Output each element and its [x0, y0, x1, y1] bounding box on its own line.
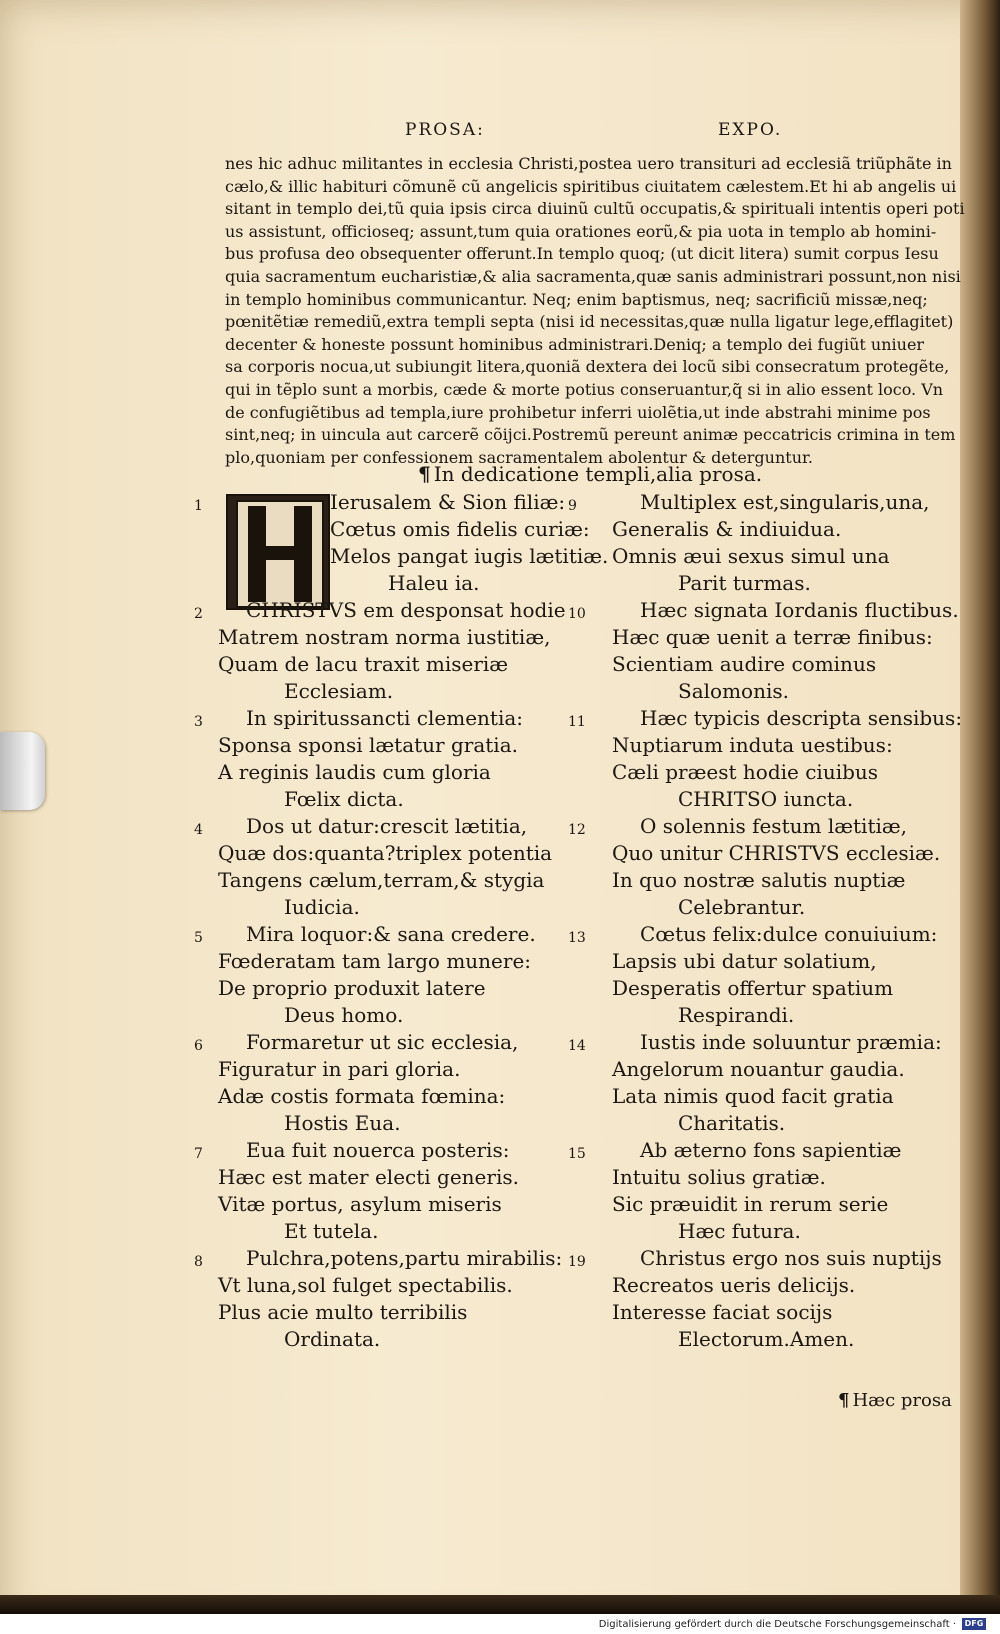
verse-line: Mira loquor:& sana credere.	[246, 922, 536, 946]
verse-line: Hæc signata Iordanis fluctibus.	[640, 598, 959, 622]
verse-line: Salomonis.	[678, 679, 789, 703]
verse-line: Figuratur in pari gloria.	[218, 1057, 461, 1081]
verse-line: Christus ergo nos suis nuptijs	[640, 1246, 942, 1270]
stanza	[568, 597, 972, 705]
verse-line: Multiplex est,singularis,una,	[640, 490, 930, 514]
verse-line: Interesse faciat socijs	[612, 1300, 833, 1324]
stanza-number: 14	[568, 1038, 586, 1054]
commentary-line: sa corporis nocua,ut subiungit litera,quoniã dextera dei locũ sibi consecratum protegẽte,	[225, 357, 950, 377]
verse-line: Iudicia.	[284, 895, 360, 919]
verse-line: Plus acie multo terribilis	[218, 1300, 468, 1324]
commentary-line: us assistunt, officioseq; assunt,tum quia orationes eorũ,& pia uota in templo ab homini-	[225, 221, 937, 241]
verse-line: Cœtus omis fidelis curiæ:	[330, 517, 590, 541]
verse-line: Ordinata.	[284, 1327, 381, 1351]
verse-line: De proprio produxit latere	[218, 976, 486, 1000]
verse-line: Hæc quæ uenit a terræ finibus:	[612, 625, 933, 649]
stanza	[194, 489, 609, 597]
verse-line: A reginis laudis cum gloria	[218, 760, 491, 784]
stanza-number: 8	[194, 1254, 203, 1270]
commentary-text	[225, 153, 965, 469]
verse-line: CHRISTVS em desponsat hodie	[246, 598, 566, 622]
stanza-number: 12	[568, 822, 586, 838]
verse-line: Et tutela.	[284, 1219, 379, 1243]
right-column	[568, 489, 972, 1353]
verse-line: Tangens cælum,terram,& stygia	[218, 868, 545, 892]
running-header-left: PROSA:	[405, 120, 485, 140]
stanza-number: 13	[568, 930, 586, 946]
verse-line: Quæ dos:quanta?triplex potentia	[218, 841, 553, 865]
commentary-line: sint,neq; in uincula aut carcerẽ cõijci.Postremũ pereunt animæ peccatricis crimina in tem	[225, 425, 956, 445]
verse-line: Quo unitur CHRISTVS ecclesiæ.	[612, 841, 941, 865]
commentary-line: qui in tẽplo sunt a morbis, cæde & morte potius conseruantur,q̃ si in alio essent loco. Vn	[225, 379, 944, 399]
verse-line: In spiritussancti clementia:	[246, 706, 524, 730]
verse-line: Vitæ portus, asylum miseris	[218, 1192, 502, 1216]
verse-line: Matrem nostram norma iustitiæ,	[218, 625, 551, 649]
verse-line: Desperatis offertur spatium	[612, 976, 894, 1000]
paper-clip-tab	[0, 732, 45, 810]
verse-line: Quam de lacu traxit miseriæ	[218, 652, 509, 676]
closing-note	[838, 1390, 952, 1411]
book-edge-bottom	[0, 1595, 1000, 1615]
commentary-line: nes hic adhuc militantes in ecclesia Christi,postea uero transituri ad ecclesiã triũphãte in	[225, 154, 952, 173]
stanza	[194, 813, 588, 921]
stanza-number: 3	[194, 714, 203, 730]
stanza	[194, 1245, 588, 1353]
section-title	[418, 462, 762, 486]
verse-line: Hæc typicis descripta sensibus:	[640, 706, 963, 730]
verse-line: Iustis inde soluuntur præmia:	[640, 1030, 942, 1054]
left-column	[194, 489, 609, 1353]
stanza	[568, 813, 972, 921]
verse-line: Ierusalem & Sion filiæ:	[330, 490, 566, 514]
verse-line: Nuptiarum induta uestibus:	[612, 733, 893, 757]
stanza-number: 1	[194, 498, 203, 514]
pilcrow-icon: ¶	[418, 462, 431, 486]
verse-line: Intuitu solius gratiæ.	[612, 1165, 826, 1189]
verse-line: Electorum.Amen.	[678, 1327, 855, 1351]
stanza-number: 4	[194, 822, 203, 838]
verse-line: Formaretur ut sic ecclesia,	[246, 1030, 519, 1054]
verse-line: Generalis & indiuidua.	[612, 517, 842, 541]
verse-line: Fœderatam tam largo munere:	[218, 949, 532, 973]
stanza	[194, 1029, 588, 1137]
digitization-footer	[0, 1614, 1000, 1634]
verse-line: Adæ costis formata fœmina:	[218, 1084, 506, 1108]
commentary-line: quia sacramentum eucharistiæ,& alia sacramenta,quæ sanis administrari possunt,non nisi	[225, 266, 961, 286]
stanza-number: 9	[568, 498, 577, 514]
verse-line: CHRITSO iuncta.	[678, 787, 854, 811]
verse-line: In quo nostræ salutis nuptiæ	[612, 868, 906, 892]
verse-line: Respirandi.	[678, 1003, 795, 1027]
stanza-number: 2	[194, 606, 203, 622]
stanza	[194, 705, 588, 813]
closing-note-text: Hæc prosa	[852, 1390, 952, 1411]
verse-line: Hæc futura.	[678, 1219, 801, 1243]
verse-line: Parit turmas.	[678, 571, 811, 595]
verse-line: Melos pangat iugis lætitiæ.	[330, 544, 609, 568]
stanza	[194, 1137, 588, 1245]
commentary-line: decenter & honeste possunt hominibus administrari.Deniq; a templo dei fugiũt uniuer	[225, 334, 925, 354]
verse-line: Cœtus felix:dulce conuiuium:	[640, 922, 938, 946]
commentary-line: bus profusa deo obsequenter offerunt.In templo quoq; (ut dicit litera) sumit corpus Iesu	[225, 244, 939, 264]
stanza	[568, 1245, 972, 1353]
verse-line: Celebrantur.	[678, 895, 806, 919]
stanza	[194, 597, 588, 705]
stanza	[568, 705, 972, 813]
running-header-right: EXPO.	[718, 120, 783, 140]
verse-line: Fœlix dicta.	[284, 787, 404, 811]
stanza-number: 15	[568, 1146, 586, 1162]
commentary-line: sitant in templo dei,tũ quia ipsis circa diuinũ cultũ occupatis,& spirituali intentis operi poti	[225, 199, 965, 219]
commentary-line: plo,quoniam per confessionem sacramentalem abolentur & deterguntur.	[225, 447, 813, 467]
verse-line: Deus homo.	[284, 1003, 404, 1027]
commentary-line: pœnitẽtiæ remediũ,extra templi septa (nisi id necessitas,quæ nulla ligatur lege,efflagitet)	[225, 312, 954, 332]
verse-line: Sic præuidit in rerum serie	[612, 1192, 889, 1216]
verse-line: Ecclesiam.	[284, 679, 394, 703]
verse-line: Charitatis.	[678, 1111, 786, 1135]
stanza	[568, 921, 972, 1029]
verse-line: Angelorum nouantur gaudia.	[612, 1057, 905, 1081]
verse-line: O solennis festum lætitiæ,	[640, 814, 908, 838]
verse-line: Sponsa sponsi lætatur gratia.	[218, 733, 518, 757]
verse-line: Lapsis ubi datur solatium,	[612, 949, 877, 973]
verse-line: Scientiam audire cominus	[612, 652, 877, 676]
verse-line: Vt luna,sol fulget spectabilis.	[218, 1273, 513, 1297]
verse-line: Eua fuit nouerca posteris:	[246, 1138, 510, 1162]
stanza-number: 19	[568, 1254, 586, 1270]
pilcrow-icon: ¶	[838, 1390, 850, 1411]
commentary-line: cælo,& illic habituri cõmunẽ cũ angelicis spiritibus ciuitatem cælestem.Et hi ab angelis ui	[225, 176, 957, 196]
verse-line: Lata nimis quod facit gratia	[612, 1084, 894, 1108]
stanza-number: 5	[194, 930, 203, 946]
dfg-logo-icon: DFG	[962, 1618, 986, 1630]
stanza	[568, 1029, 972, 1137]
stanza-number: 10	[568, 606, 586, 622]
stanza-number: 7	[194, 1146, 203, 1162]
commentary-line: in templo hominibus communicantur. Neq; enim baptismus, neq; sacrificiũ missæ,neq;	[225, 289, 928, 309]
stanza	[568, 1137, 972, 1245]
verse-line: Recreatos ueris delicijs.	[612, 1273, 856, 1297]
stanza-number: 11	[568, 714, 586, 730]
stanza	[194, 921, 588, 1029]
verse-line: Pulchra,potens,partu mirabilis:	[246, 1246, 563, 1270]
commentary-line: de confugiẽtibus ad templa,iure prohibetur inferri uiolẽtia,ut inde abstrahi minime pos	[225, 402, 931, 422]
verse-line: Hæc est mater electi generis.	[218, 1165, 519, 1189]
stanza	[568, 489, 972, 597]
stanza-number: 6	[194, 1038, 203, 1054]
verse-line: Ab æterno fons sapientiæ	[640, 1138, 902, 1162]
verse-line: Omnis æui sexus simul una	[612, 544, 890, 568]
section-title-text: In dedicatione templi,alia prosa.	[433, 462, 763, 486]
footer-text: Digitalisierung gefördert durch die Deutsche Forschungsgemeinschaft ·	[598, 1618, 956, 1630]
verse-line: Haleu ia.	[388, 571, 480, 595]
verse-line: Hostis Eua.	[284, 1111, 401, 1135]
verse-line: Dos ut datur:crescit lætitia,	[246, 814, 528, 838]
verse-line: Cæli præest hodie ciuibus	[612, 760, 879, 784]
